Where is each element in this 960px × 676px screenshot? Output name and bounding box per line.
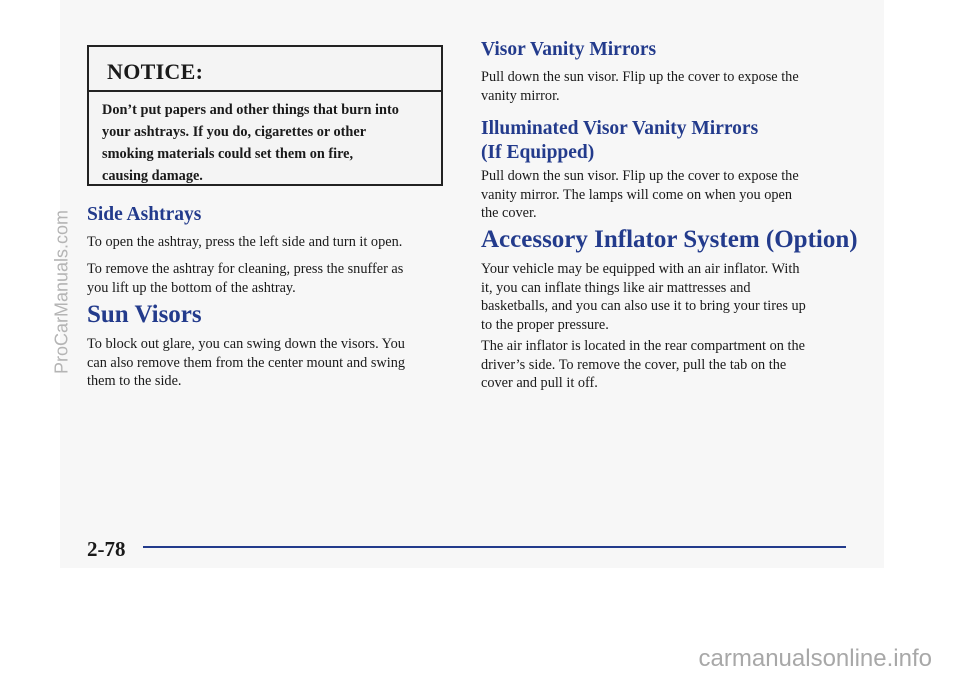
notice-heading: NOTICE: [89, 47, 441, 92]
text-line: To open the ashtray, press the left side and turn it open. [87, 234, 403, 250]
notice-line: your ashtrays. If you do, cigarettes or other [102, 124, 367, 140]
text-line: vanity mirror. [481, 87, 560, 104]
notice-text [89, 92, 441, 187]
text-line: driver’s side. To remove the cover, pull the tab on the [481, 356, 787, 373]
inflator-paragraph-1 [481, 260, 806, 334]
side-ashtrays-paragraph-2 [87, 260, 403, 297]
visor-vanity-mirrors-heading: Visor Vanity Mirrors [481, 39, 657, 60]
sun-visors-heading: Sun Visors [87, 301, 202, 328]
side-ashtrays-paragraph-1 [87, 233, 402, 252]
text-line: To remove the ashtray for cleaning, press the snuffer as [87, 261, 404, 277]
notice-box [87, 45, 443, 186]
footer-rule [143, 546, 846, 548]
text-line: Pull down the sun visor. Flip up the cover to expose the [481, 168, 799, 184]
heading-line: Illuminated Visor Vanity Mirrors [481, 118, 759, 139]
text-line: it, you can inflate things like air mattresses and [481, 279, 751, 296]
heading-line: (If Equipped) [481, 142, 595, 163]
notice-line: causing damage. [102, 168, 203, 184]
text-line: the cover. [481, 205, 537, 221]
text-line: vanity mirror. The lamps will come on when you open [481, 186, 793, 203]
text-line: them to the side. [87, 373, 182, 389]
text-line: basketballs, and you can also use it to bring your tires up [481, 298, 806, 314]
text-line: Pull down the sun visor. Flip up the cover to expose the [481, 69, 799, 85]
text-line: can also remove them from the center mount and swing [87, 354, 406, 371]
sun-visors-paragraph [87, 335, 405, 391]
text-line: cover and pull it off. [481, 375, 598, 391]
inflator-paragraph-2 [481, 337, 805, 393]
bottom-watermark: carmanualsonline.info [698, 645, 932, 672]
illuminated-mirrors-heading [481, 117, 758, 165]
side-ashtrays-heading: Side Ashtrays [87, 204, 202, 225]
notice-line: smoking materials could set them on fire, [102, 146, 354, 162]
illuminated-mirrors-paragraph [481, 167, 799, 223]
notice-line: Don’t put papers and other things that burn into [102, 102, 399, 118]
page-number: 2-78 [87, 537, 126, 561]
text-line: The air inflator is located in the rear compartment on the [481, 338, 805, 354]
visor-vanity-paragraph [481, 68, 799, 105]
side-watermark [50, 172, 74, 412]
text-line: you lift up the bottom of the ashtray. [87, 279, 296, 296]
text-line: Your vehicle may be equipped with an air inflator. With [481, 261, 800, 277]
accessory-inflator-heading: Accessory Inflator System (Option) [481, 226, 858, 253]
side-watermark-text: ProCarManuals.com [51, 209, 72, 375]
text-line: To block out glare, you can swing down the visors. You [87, 336, 405, 352]
text-line: to the proper pressure. [481, 316, 609, 333]
